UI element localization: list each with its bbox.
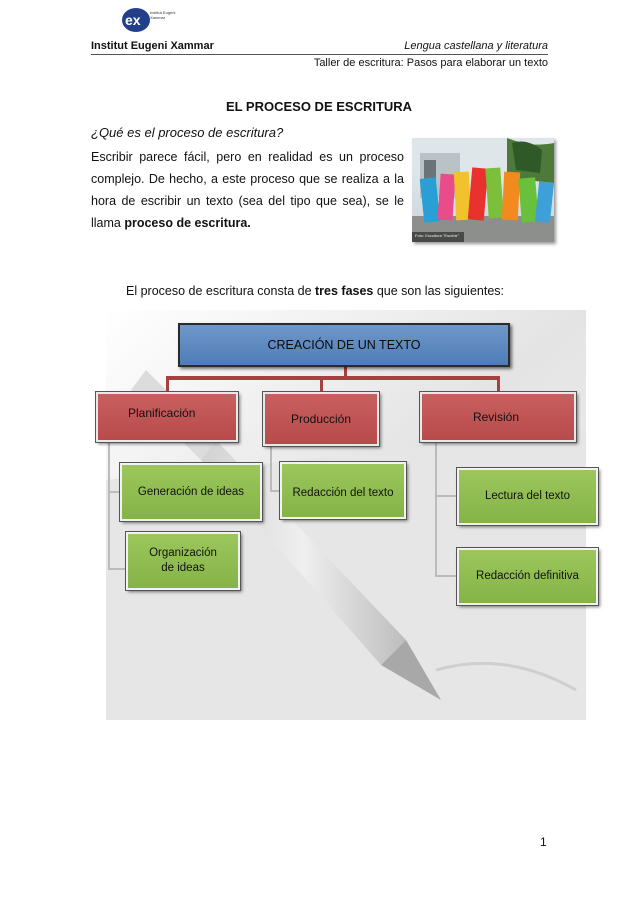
phase-box-produccion: Producción bbox=[263, 392, 379, 446]
header-subject: Lengua castellana y literatura bbox=[404, 40, 548, 52]
step-box-generacion: Generación de ideas bbox=[120, 463, 262, 521]
connector-organizacion bbox=[108, 568, 126, 570]
logo-text: Institut Eugeni Xammar bbox=[150, 10, 176, 20]
connector-revision-vertical bbox=[435, 442, 437, 577]
connector-produccion-vertical bbox=[270, 447, 272, 492]
page-title: EL PROCESO DE ESCRITURA bbox=[225, 99, 413, 114]
connector-horizontal-bus bbox=[166, 376, 500, 380]
photo-caption: Foto: Escultura "Escribir" bbox=[415, 233, 460, 238]
intro-text-before: El proceso de escritura consta de bbox=[126, 284, 315, 298]
header-divider bbox=[91, 54, 548, 55]
phase-box-planificacion: Planificación bbox=[96, 392, 238, 442]
connector-lectura bbox=[435, 495, 457, 497]
section-question: ¿Qué es el proceso de escritura? bbox=[91, 125, 284, 140]
step-box-redaccion-definitiva: Redacción definitiva bbox=[457, 548, 598, 605]
photo-sign-text bbox=[424, 182, 521, 202]
paragraph-bold: proceso de escritura. bbox=[124, 216, 251, 230]
connector-redaccion bbox=[270, 490, 280, 492]
phases-intro bbox=[126, 284, 504, 298]
page-number: 1 bbox=[540, 835, 547, 849]
diagram-root-box: CREACIÓN DE UN TEXTO bbox=[178, 323, 510, 367]
step-box-redaccion-texto: Redacción del texto bbox=[280, 462, 406, 519]
escribir-sculpture-photo bbox=[412, 138, 554, 242]
connector-to-produccion bbox=[320, 378, 323, 392]
connector-to-revision bbox=[497, 378, 500, 392]
header-school: Institut Eugeni Xammar bbox=[91, 40, 214, 52]
connector-definitiva bbox=[435, 575, 457, 577]
phase-box-revision: Revisión bbox=[420, 392, 576, 442]
intro-paragraph bbox=[91, 146, 404, 234]
paragraph-text: Escribir parece fácil, pero en realidad es un proceso complejo. De hecho, a este proceso que se realiza a la hora de escribir un texto (sea del tipo que sea), se le llama bbox=[91, 150, 404, 230]
step-box-lectura: Lectura del texto bbox=[457, 468, 598, 525]
connector-planificacion-vertical bbox=[108, 442, 110, 570]
connector-to-planificacion bbox=[166, 378, 169, 392]
intro-bold: tres fases bbox=[315, 284, 374, 298]
step-box-organizacion: Organización de ideas bbox=[126, 532, 240, 590]
intro-text-after: que son las siguientes: bbox=[373, 284, 505, 298]
header-subtitle: Taller de escritura: Pasos para elaborar un texto bbox=[313, 57, 548, 69]
connector-generacion bbox=[108, 491, 120, 493]
svg-text:ex: ex bbox=[125, 12, 141, 28]
